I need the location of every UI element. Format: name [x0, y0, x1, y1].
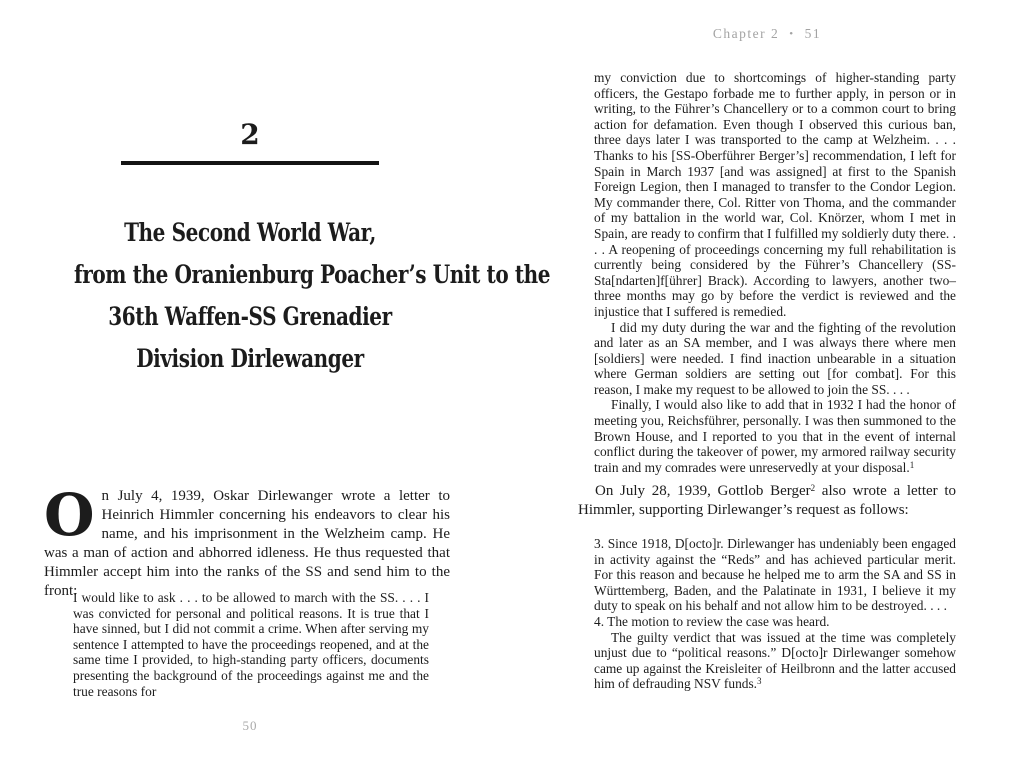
running-header	[578, 26, 956, 42]
block-quote-continuation	[594, 70, 956, 475]
left-page	[30, 0, 551, 768]
footnote-marker: 3	[757, 676, 762, 687]
drop-cap: O	[44, 481, 95, 549]
body-paragraph: On July 28, 1939, Gottlob Berger$^2$ also wrote a letter to Himmler, supporting Dirlewanger’s request as follows:	[578, 483, 956, 518]
header-page-number: 51	[804, 26, 822, 41]
header-bullet-separator: •	[789, 28, 795, 40]
quote-paragraph: The guilty verdict that was issued at the time was completely unjust due to “political reasons.” D[octo]r Dirlewanger somehow came up against the Kreisleiter of Heilbronn and the latter accused him of defrauding NSV funds.$^3$	[594, 629, 956, 692]
quote-paragraph: I would like to ask . . . to be allowed to march with the SS. . . . I was convicted for personal and political reasons. It is true that I have sinned, but I did not commit a crime. When after serving my sentence I attempted to have the proceedings reopened, and at the same time I provided, to high-standing party officers, documents presenting the background of the proceedings against me and the true reasons for	[73, 590, 429, 699]
opening-paragraph	[44, 481, 450, 601]
chapter-title-line: 36th Waffen-SS Grenadier	[108, 302, 392, 331]
chapter-title-line: from the Oranienburg Poacher’s Unit to the	[74, 260, 551, 289]
footnote-marker: 2	[810, 483, 816, 493]
header-chapter-label: Chapter 2	[712, 26, 780, 41]
chapter-title-line: Division Dirlewanger	[136, 344, 364, 373]
quote-paragraph: 3. Since 1918, D[octo]r. Dirlewanger has undeniably been engaged in activity against the “Reds” and has achieved particular merit. For this reason and because he helped me to arm the SA and SS in Württemberg, Baden, and the Palatinate in 1931, I believe it my duty to speak on his behalf and not allow him to be destroyed. . . .	[594, 536, 956, 614]
quote-paragraph: my conviction due to shortcomings of higher-standing party officers, the Gestapo forbade me to further apply, in person or in writing, to the Führer’s Chancellery or to a common court to bring action for defamation. Even though I observed this curious ban, three days later I was transported to the camp at Welzheim. . . . Thanks to his [SS-Oberführer Berger’s] recommendation, I left for Spain in March 1937 [and was assigned] at first to the Spanish Foreign Legion, then I managed to transfer to the Condor Legion. My commander there, Col. Ritter von Thoma, and the commander of my battalion in the world war, Col. Knörzer, whom I met in Spain, are ready to confirm that I fulfilled my soldierly duty there. . . . A reopening of proceedings concerning my full rehabilitation is currently being considered by the Führer’s Chancellery (SS-Sta[ndarten]f[ührer] Brack). According to lawyers, another two–three months may go by before the verdict is reviewed and the injustice that I suffered is remedied.	[594, 70, 956, 319]
right-page	[578, 0, 956, 768]
footnote-marker: 1	[909, 459, 915, 470]
block-quote-berger-letter	[594, 536, 956, 692]
chapter-title	[74, 212, 551, 380]
folio-page-number: 50	[242, 718, 258, 733]
opening-paragraph-text: n July 4, 1939, Oskar Dirlewanger wrote a letter to Heinrich Himmler concerning his endeavors to clear his name, and his imprisonment in the Welzheim camp. He was a man of action and abhorred idleness. He thus requested that Himmler accept him into the ranks of the SS and send him to the front:	[44, 488, 450, 599]
quote-paragraph: 4. The motion to review the case was heard.	[594, 613, 830, 629]
quote-paragraph: Finally, I would also like to add that in 1932 I had the honor of meeting you, Reichsführer, personally. I was then summoned to the Brown House, and I reported to you that in the event of internal conflict during the takeover of power, my armored railway security train and my comrades were unreservedly at your disposal.$^1$	[594, 397, 956, 475]
block-quote	[73, 590, 429, 699]
chapter-title-line: The Second World War,	[124, 218, 376, 247]
chapter-number: 2	[240, 118, 260, 151]
quote-paragraph: I did my duty during the war and the fighting of the revolution and later as an SA member, and I was always there where men [soldiers] were needed. I find inaction unbearable in a situation where German soldiers are setting out [for combat]. For this reason, I make my request to be allowed to join the SS. . . .	[594, 319, 956, 397]
chapter-divider-rule	[121, 161, 379, 165]
